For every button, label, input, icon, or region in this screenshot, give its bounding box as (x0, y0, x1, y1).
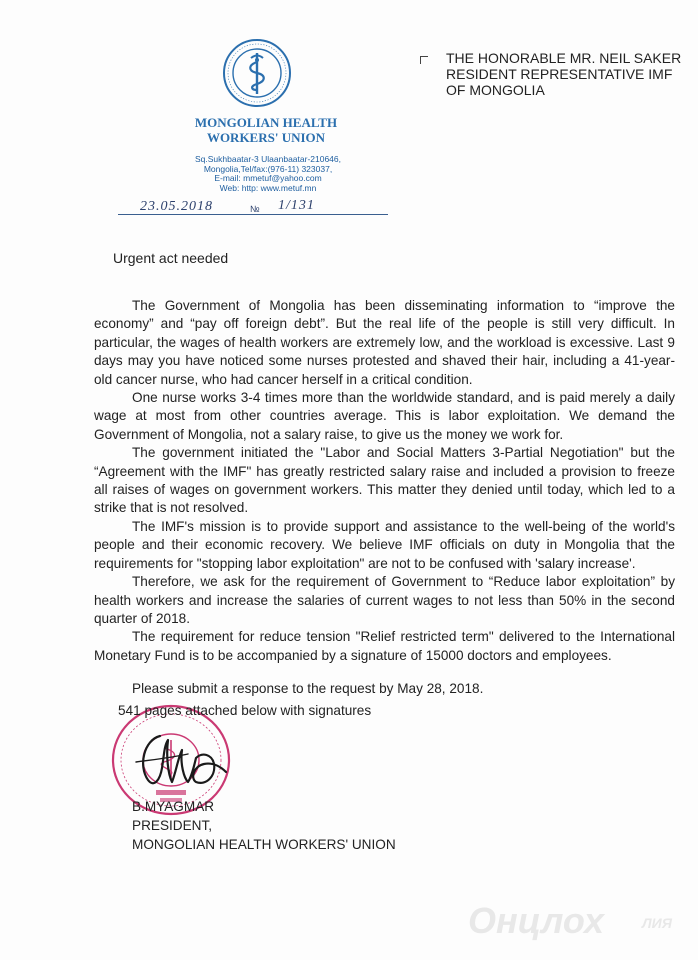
signer-organization: MONGOLIAN HEALTH WORKERS' UNION (132, 837, 396, 852)
contact-block (170, 155, 366, 193)
letter-body (94, 297, 675, 665)
body-paragraph: The requirement for reduce tension "Relief restricted term" delivered to the International Monetary Fund is to be accompanied by a signature of 15000 doctors and employees. (94, 629, 675, 663)
request-line: Please submit a response to the request by May 28, 2018. (132, 681, 484, 696)
letter-date: 23.05.2018 (140, 199, 213, 214)
organization-name (176, 115, 356, 145)
subject-line: Urgent act needed (113, 250, 229, 266)
handwritten-signature (130, 722, 235, 792)
reference-underline (118, 214, 388, 215)
recipient-line1: THE HONORABLE MR. NEIL SAKER (446, 50, 682, 66)
recipient-line2: RESIDENT REPRESENTATIVE IMF (446, 66, 673, 82)
watermark-suffix: ЛИЯ (642, 915, 672, 931)
attachments-line: 541 pages attached below with signatures (118, 703, 372, 718)
number-label: № (250, 204, 260, 214)
signer-block (132, 797, 396, 854)
organization-name-line1: MONGOLIAN HEALTH (194, 115, 338, 130)
recipient-block (446, 50, 681, 98)
letter-number: 1/131 (278, 198, 315, 213)
email-line: E-mail: mmetuf@yahoo.com (214, 173, 322, 184)
address-line2: Mongolia,Tel/fax:(976-11) 323037, (203, 163, 333, 174)
body-paragraph: The Government of Mongolia has been disseminating information to “improve the economy” and “pay off foreign debt”. But the real life of the people is still very difficult. In particular, the wages of health workers are extremely low, and the workload is excessive. Last 9 days may you have noticed some nurses protested and shaved their hair, including a 41-year-old cancer nurse, who had cancer herself in a critical condition. (94, 298, 675, 387)
watermark-logo: Онцлох (468, 900, 605, 941)
body-paragraph: The government initiated the "Labor and Social Matters 3-Partial Negotiation" but the “Agreement with the IMF" has greatly restricted salary raise and included a provision to freeze all raises of wages on government workers. This matter they denied until today, which led to a strike that is not resolved. (94, 445, 675, 516)
address-line1: Sq.Sukhbaatar-3 Ulaanbaatar-210646, (194, 154, 342, 164)
recipient-line3: OF MONGOLIA (446, 82, 545, 98)
organization-name-line2: WORKERS' UNION (206, 130, 326, 145)
web-line: Web: http: www.metuf.mn (219, 182, 317, 193)
body-paragraph: Therefore, we ask for the requirement of Government to “Reduce labor exploitation” by health workers and increase the salaries of current wages to not less than 50% in the second quarter of 2018. (94, 574, 675, 626)
union-emblem-icon (222, 38, 292, 108)
signer-title: PRESIDENT, (132, 818, 213, 833)
signer-name: B.MYAGMAR (132, 799, 215, 814)
body-paragraph: One nurse works 3-4 times more than the worldwide standard, and is paid merely a daily wage at most from other countries average. This is labor exploitation. We demand the Government of Mongolia, not a salary raise, to give us the money we work for. (94, 390, 675, 442)
reference-line (118, 197, 388, 219)
body-paragraph: The IMF's mission is to provide support and assistance to the well-being of the world's people and their economic recovery. We believe IMF officials on duty in Mongolia that the requirements for "stopping labor exploitation" are not to be confused with 'salary increase'. (94, 518, 675, 571)
corner-mark-icon (420, 56, 428, 64)
